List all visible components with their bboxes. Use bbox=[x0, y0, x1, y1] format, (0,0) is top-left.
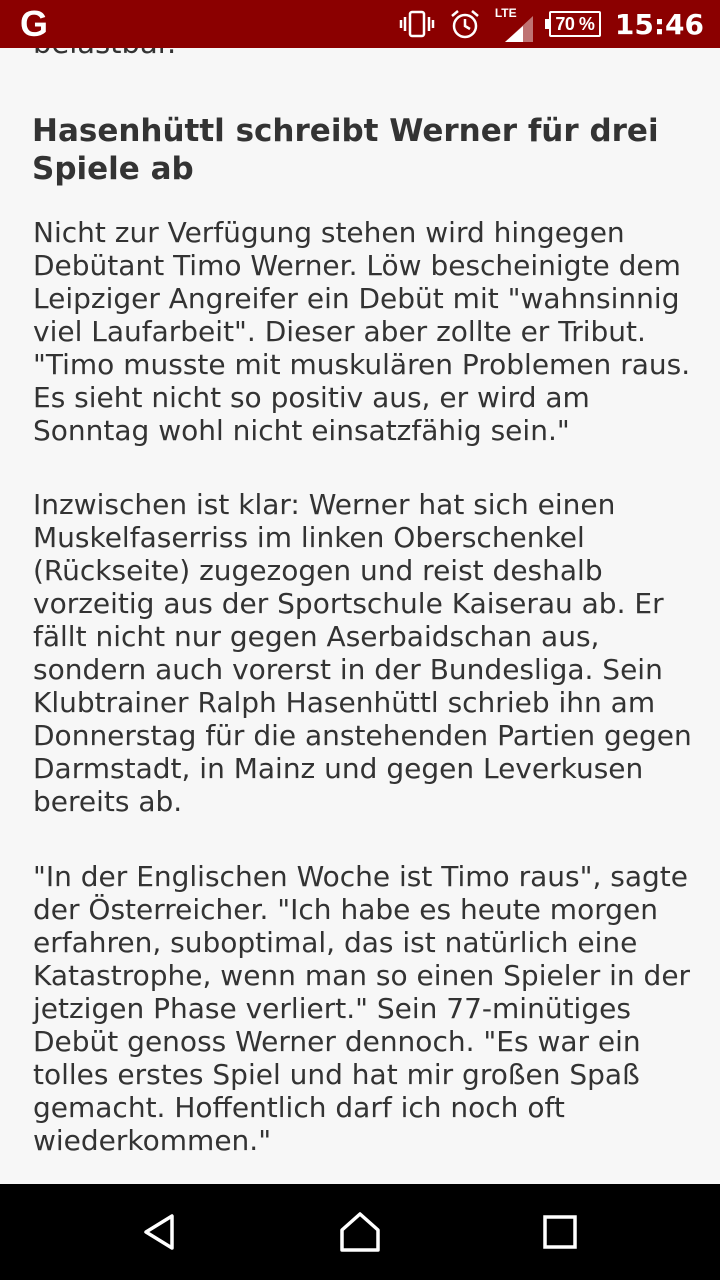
back-triangle-icon bbox=[140, 1212, 180, 1252]
home-button[interactable] bbox=[336, 1208, 384, 1256]
battery-icon bbox=[549, 11, 601, 37]
recents-square-icon bbox=[540, 1212, 580, 1252]
lte-signal-icon bbox=[495, 4, 535, 44]
lte-label: LTE bbox=[494, 6, 517, 20]
status-bar bbox=[0, 0, 720, 48]
vibrate-icon bbox=[399, 9, 435, 39]
battery-percentage: 70 % bbox=[555, 13, 595, 34]
back-button[interactable] bbox=[136, 1208, 184, 1256]
navigation-bar bbox=[0, 1184, 720, 1280]
article-paragraph-1: Nicht zur Verfügung stehen wird hingegen Debütant Timo Werner. Löw bescheinigte dem Leipziger Angreifer ein Debüt mit "wahnsinnig viel Laufarbeit". Dieser aber zollte er Tribut. "Timo musste mit muskulären Problemen raus. Es sieht nicht so positiv aus, er wird am Sonntag wohl nicht einsatzfähig sein." bbox=[33, 216, 691, 447]
article-paragraph-3: "In der Englischen Woche ist Timo raus", sagte der Österreicher. "Ich habe es heute morgen erfahren, suboptimal, das ist natürlich eine Katastrophe, wenn man so einen Spieler in der jetzigen Phase verliert." Sein 77-minütiges Debüt genoss Werner dennoch. "Es war ein tolles erstes Spiel und hat mir großen Spaß gemacht. Hoffentlich darf ich noch oft wiederkommen." bbox=[33, 860, 691, 1157]
article-subheadline: Hasenhüttl schreibt Werner für drei Spiele ab bbox=[32, 113, 659, 187]
recents-button[interactable] bbox=[536, 1208, 584, 1256]
status-icons bbox=[399, 0, 704, 48]
google-g-icon: G bbox=[20, 3, 49, 44]
alarm-icon bbox=[449, 8, 481, 40]
home-icon bbox=[338, 1210, 382, 1254]
article-paragraph-2: Inzwischen ist klar: Werner hat sich einen Muskelfaserriss im linken Oberschenkel (Rückseite) zugezogen und reist deshalb vorzeitig aus der Sportschule Kaiserau ab. Er fällt nicht nur gegen Aserbaidschan aus, sondern auch vorerst in der Bundesliga. Sein Klubtrainer Ralph Hasenhüttl schrieb ihn am Donnerstag für die anstehenden Partien gegen Darmstadt, in Mainz und gegen Leverkusen bereits ab. bbox=[33, 488, 692, 818]
status-clock: 15:46 bbox=[614, 7, 704, 41]
